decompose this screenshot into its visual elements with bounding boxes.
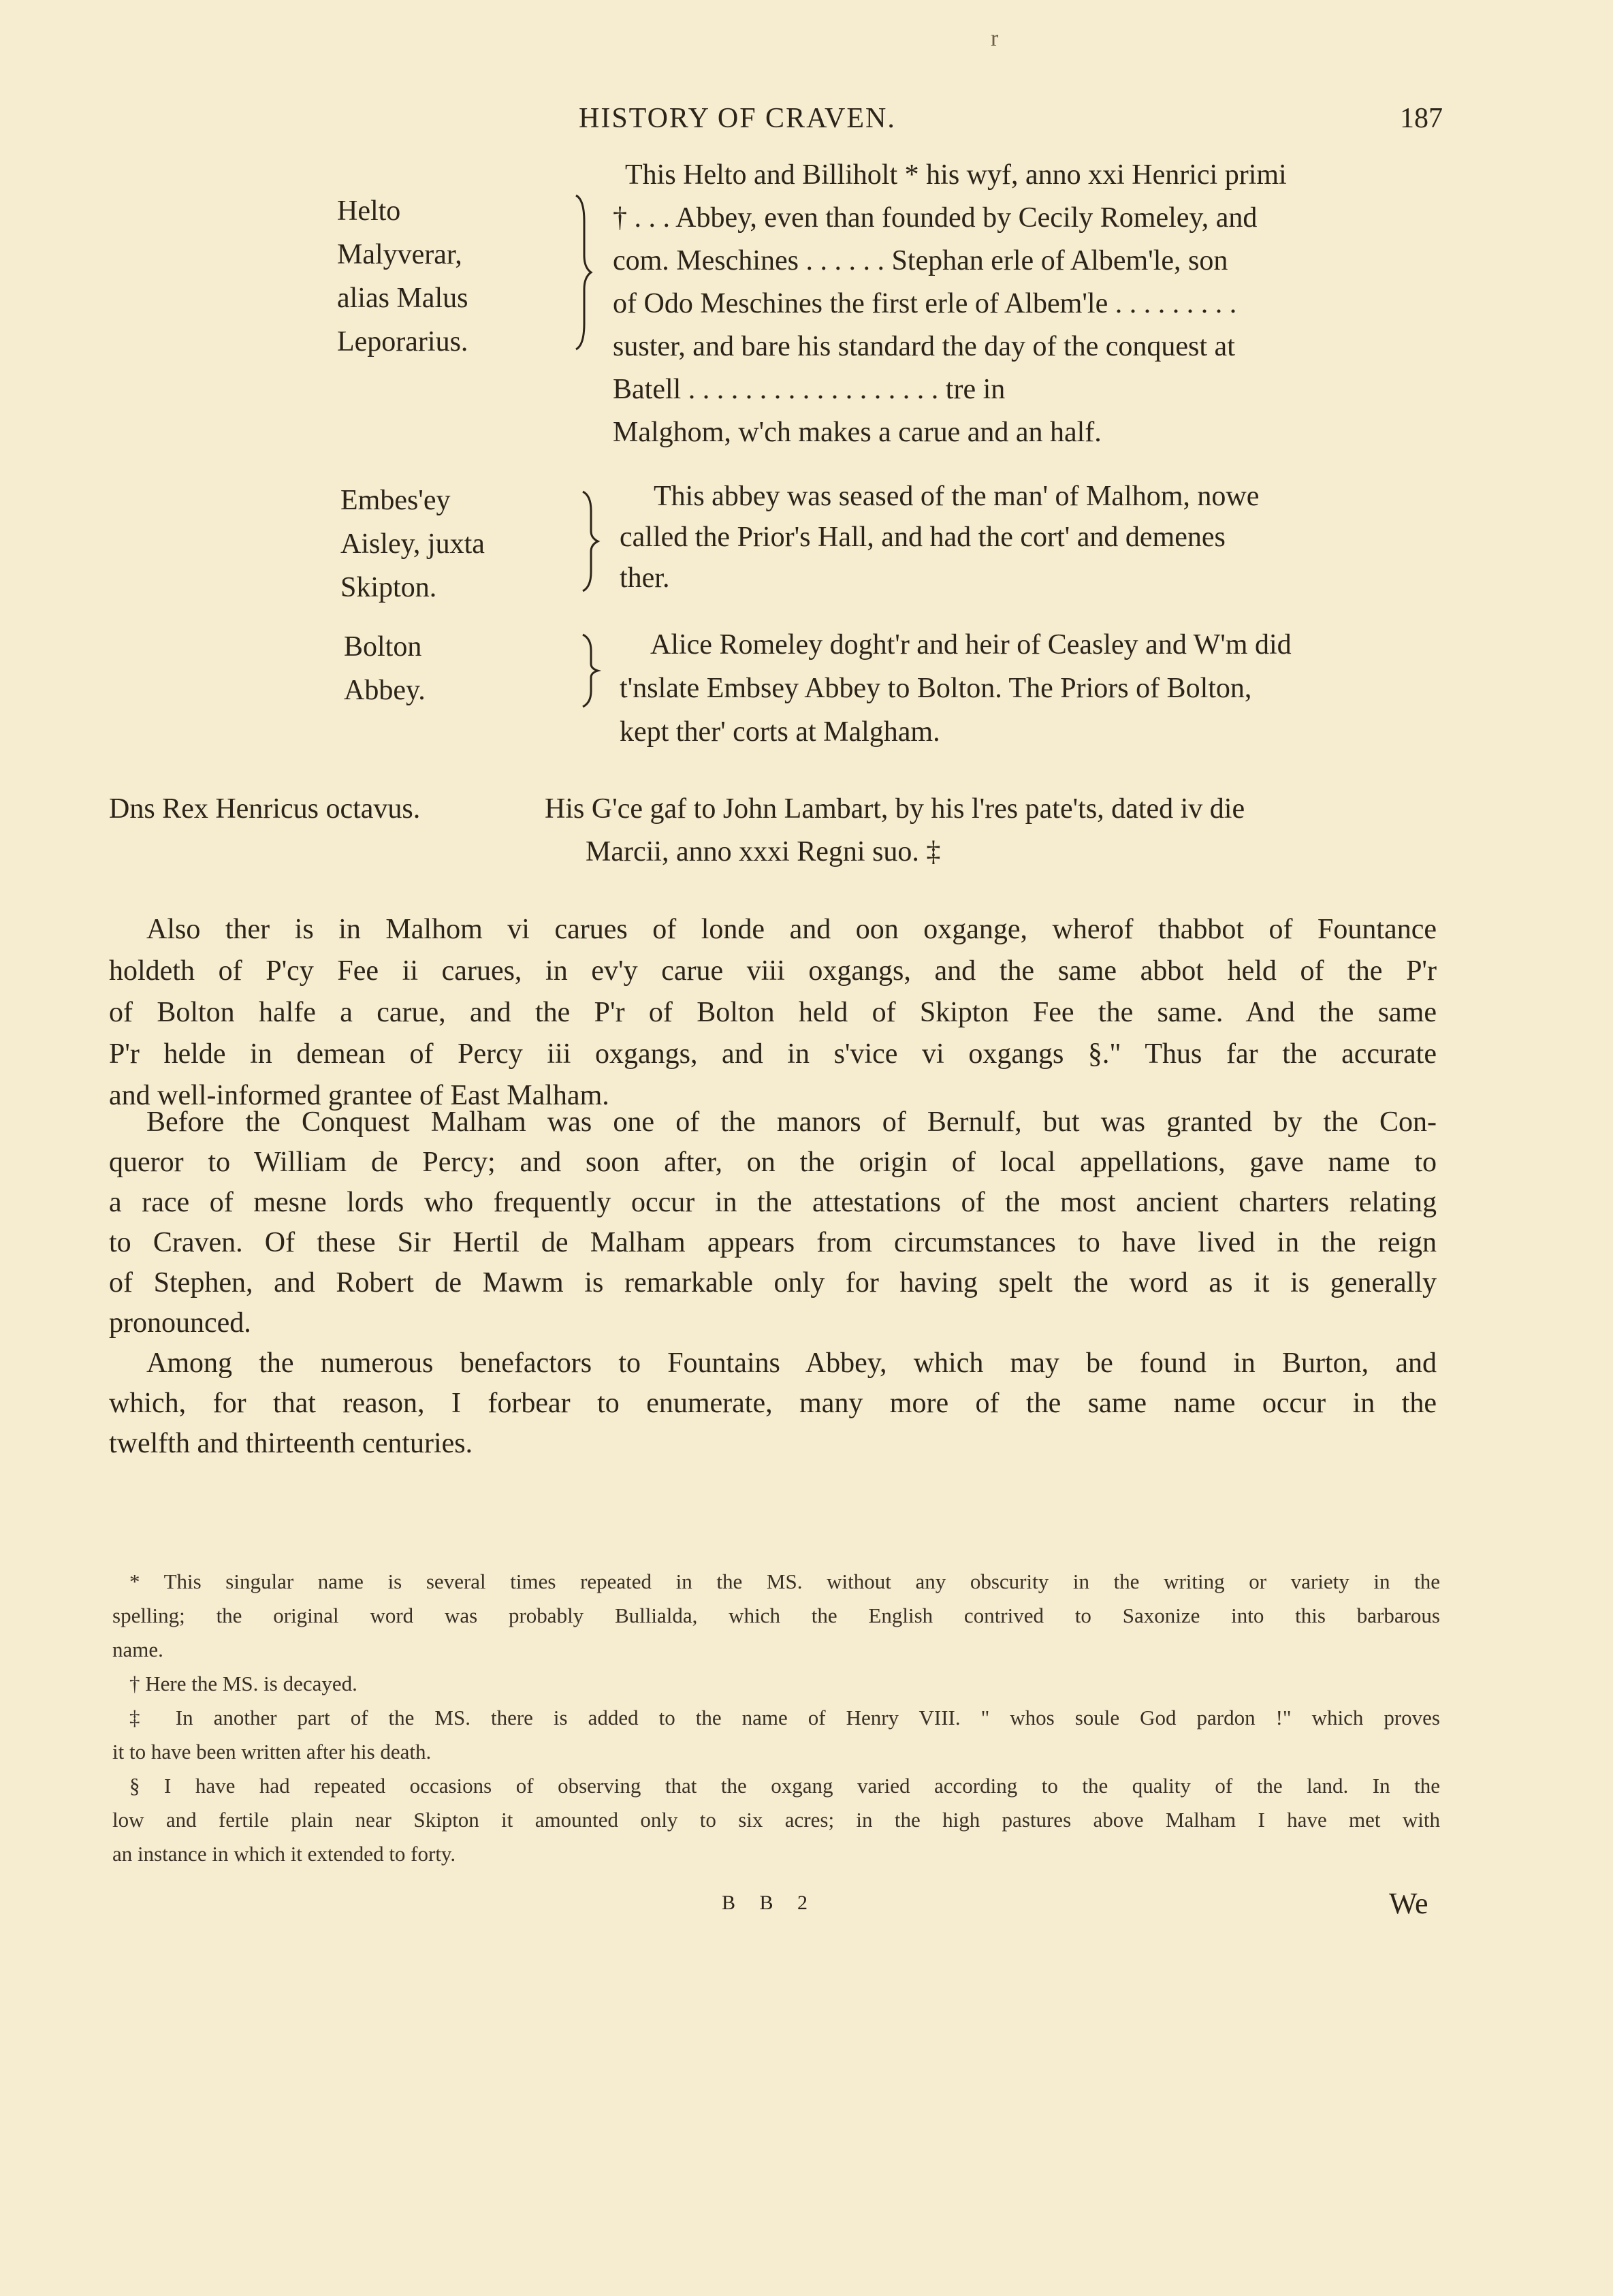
body-line: and well-informed grantee of East Malham. [109,1080,609,1111]
footnote-line: * This singular name is several times repeated in the MS. without any obscurity in the writing or variety in the [129,1569,1440,1593]
rex-label: Dns Rex Henricus octavus. [109,793,421,825]
entry-line: called the Prior's Hall, and had the cort' and demenes [620,522,1226,553]
margin-line: Bolton [344,631,422,663]
margin-line: Abbey. [344,675,426,706]
body-line: Among the numerous benefactors to Fountains Abbey, which may be found in Burton, and [146,1348,1437,1379]
entry-line: com. Meschines . . . . . . Stephan erle of Albem'le, son [613,245,1228,276]
footnote-line: ‡ In another part of the MS. there is added to the name of Henry VIII. " whos soule God pardon !" which proves [129,1706,1440,1729]
entry-line: t'nslate Embsey Abbey to Bolton. The Priors of Bolton, [620,673,1252,704]
body-line: of Bolton halfe a carue, and the P'r of Bolton held of Skipton Fee the same. And the same [109,997,1437,1028]
footnote-line: spelling; the original word was probably Bullialda, which the English contrived to Saxonize into this barbarous [112,1604,1440,1627]
entry-line: suster, and bare his standard the day of the conquest at [613,331,1235,362]
entry-line: Malghom, w'ch makes a carue and an half. [613,417,1102,448]
signature-mark: B B 2 [722,1892,818,1914]
margin-line: Helto [337,195,401,227]
body-line: Before the Conquest Malham was one of the manors of Bernulf, but was granted by the Con- [146,1106,1437,1138]
body-line: to Craven. Of these Sir Hertil de Malham appears from circumstances to have lived in the reign [109,1227,1437,1258]
catchword: We [1389,1887,1428,1920]
entry-line: † . . . Abbey, even than founded by Cecily Romeley, and [613,202,1258,234]
page-number: 187 [1400,103,1443,134]
margin-label-helto [337,189,468,364]
body-line: of Stephen, and Robert de Mawm is remarkable only for having spelt the word as it is generally [109,1267,1437,1298]
footnote-line: § I have had repeated occasions of observing that the oxgang varied according to the quality of the land. In the [129,1774,1440,1798]
margin-line: Embes'ey [340,485,451,516]
entry-line: This Helto and Billiholt * his wyf, anno xxi Henrici primi [625,159,1287,191]
entry-line: Alice Romeley doght'r and heir of Ceasley and W'm did [650,629,1292,660]
footnote-line: low and fertile plain near Skipton it amounted only to six acres; in the high pastures above Malham I have met with [112,1808,1440,1832]
footnote-line: name. [112,1638,163,1661]
entry-line: ther. [620,562,670,594]
body-line: which, for that reason, I forbear to enumerate, many more of the same name occur in the [109,1388,1437,1419]
margin-line: Leporarius. [337,326,468,357]
body-line: pronounced. [109,1307,251,1339]
margin-label-bolton [344,625,426,712]
entry-line: This abbey was seased of the man' of Malhom, nowe [654,481,1260,512]
margin-line: Malyverar, [337,239,462,270]
entry-line: of Odo Meschines the first erle of Albem'le . . . . . . . . . [613,288,1237,319]
body-line: Also ther is in Malhom vi carues of londe and oon oxgange, wherof thabbot of Fountance [146,914,1437,945]
margin-line: alias Malus [337,283,468,314]
body-line: twelfth and thirteenth centuries. [109,1428,473,1459]
body-line: a race of mesne lords who frequently occur in the attestations of the most ancient charters relating [109,1187,1437,1218]
margin-line: Skipton. [340,572,437,603]
margin-line: Aisley, juxta [340,528,485,560]
body-line: holdeth of P'cy Fee ii carues, in ev'y carue viii oxgangs, and the same abbot held of the P'r [109,955,1437,987]
brace-bolton [577,633,605,708]
footnote-line: an instance in which it extended to forty. [112,1842,456,1866]
footnote-line: it to have been written after his death. [112,1740,432,1764]
body-line: P'r helde in demean of Percy iii oxgangs, and in s'vice vi oxgangs §." Thus far the accurate [109,1038,1437,1070]
body-line: queror to William de Percy; and soon after, on the origin of local appellations, gave name to [109,1147,1437,1178]
rex-line: Marcii, anno xxxi Regni suo. ‡ [586,836,941,867]
footnote-line: † Here the MS. is decayed. [129,1672,357,1695]
entry-line: kept ther' corts at Malgham. [620,716,940,748]
brace-helto [571,194,598,351]
brace-embsey [577,490,605,592]
running-header-title: HISTORY OF CRAVEN. [579,103,896,134]
top-mark: r [991,26,999,51]
margin-label-embsey [340,479,485,609]
rex-line: His G'ce gaf to John Lambart, by his l'res pate'ts, dated iv die [545,793,1245,825]
entry-line: Batell . . . . . . . . . . . . . . . . . . tre in [613,374,1006,405]
